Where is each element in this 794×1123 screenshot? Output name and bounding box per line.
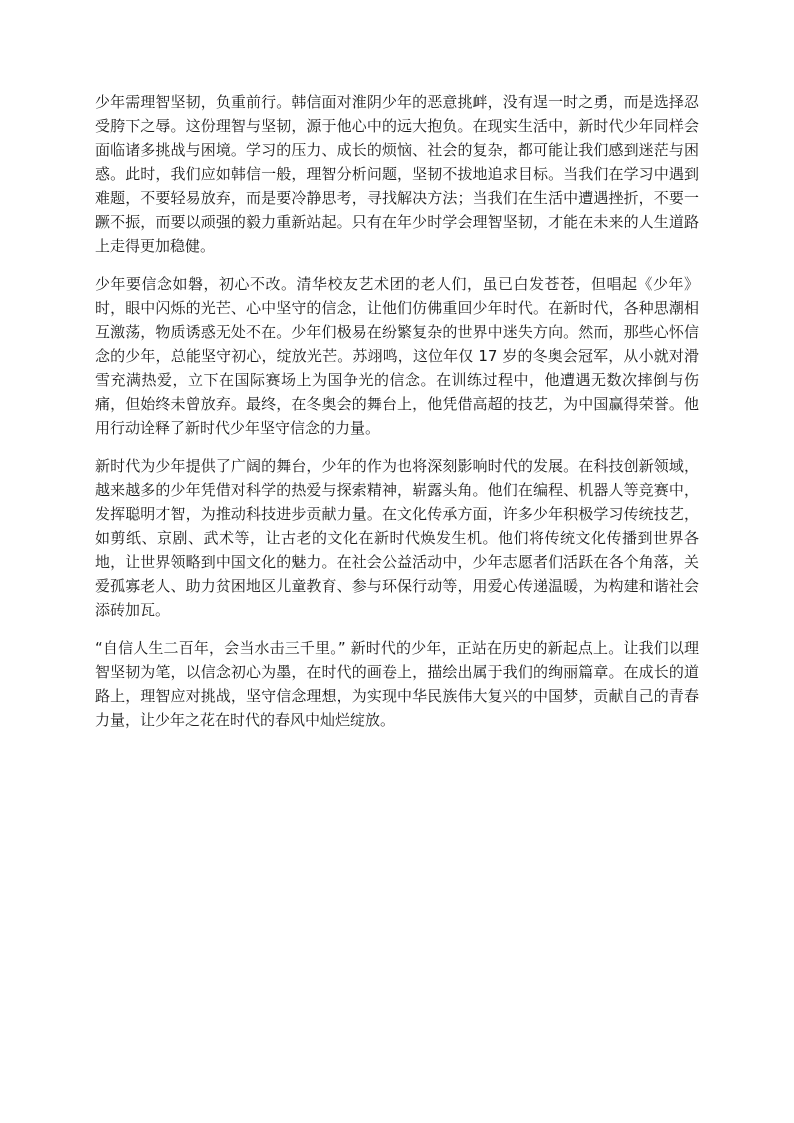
paragraph-2: 少年要信念如磐，初心不改。清华校友艺术团的老人们，虽已白发苍苍，但唱起《少年》时，眼中闪烁的光芒、心中坚守的信念，让他们仿佛重回少年时代。在新时代，各种思潮相互激荡，物质诱惑无处不在。少年们极易在纷繁复杂的世界中迷失方向。然而，那些心怀信念的少年，总能坚守初心，绽放光芒。苏翊鸣，这位年仅 17 岁的冬奥会冠军，从小就对滑雪充满热爱，立下在国际赛场上为国争光的信念。在训练过程中，他遭遇无数次摔倒与伤痛，但始终未曾放弃。最终，在冬奥会的舞台上，他凭借高超的技艺，为中国赢得荣誉。他用行动诠释了新时代少年坚守信念的力量。 xyxy=(95,275,699,437)
document-body xyxy=(95,90,699,746)
paragraph-3: 新时代为少年提供了广阔的舞台，少年的作为也将深刻影响时代的发展。在科技创新领域，越来越多的少年凭借对科学的热爱与探索精神，崭露头角。他们在编程、机器人等竞赛中，发挥聪明才智，为推动科技进步贡献力量。在文化传承方面，许多少年积极学习传统技艺，如剪纸、京剧、武术等，让古老的文化在新时代焕发生机。他们将传统文化传播到世界各地，让世界领略到中国文化的魅力。在社会公益活动中，少年志愿者们活跃在各个角落，关爱孤寡老人、助力贫困地区儿童教育、参与环保行动等，用爱心传递温暖，为构建和谐社会添砖加瓦。 xyxy=(95,457,699,619)
paragraph-1: 少年需理智坚韧，负重前行。韩信面对淮阴少年的恶意挑衅，没有逞一时之勇，而是选择忍受胯下之辱。这份理智与坚韧，源于他心中的远大抱负。在现实生活中，新时代少年同样会面临诸多挑战与困境。学习的压力、成长的烦恼、社会的复杂，都可能让我们感到迷茫与困惑。此时，我们应如韩信一般，理智分析问题，坚韧不拔地追求目标。当我们在学习中遇到难题，不要轻易放弃，而是要冷静思考，寻找解决方法；当我们在生活中遭遇挫折，不要一蹶不振，而要以顽强的毅力重新站起。只有在年少时学会理智坚韧，才能在未来的人生道路上走得更加稳健。 xyxy=(95,93,699,255)
paragraph-4: “自信人生二百年，会当水击三千里。” 新时代的少年，正站在历史的新起点上。让我们以理智坚韧为笔，以信念初心为墨，在时代的画卷上，描绘出属于我们的绚丽篇章。在成长的道路上，理智应对挑战，坚守信念理想，为实现中华民族伟大复兴的中国梦，贡献自己的青春力量，让少年之花在时代的春风中灿烂绽放。 xyxy=(95,639,699,729)
